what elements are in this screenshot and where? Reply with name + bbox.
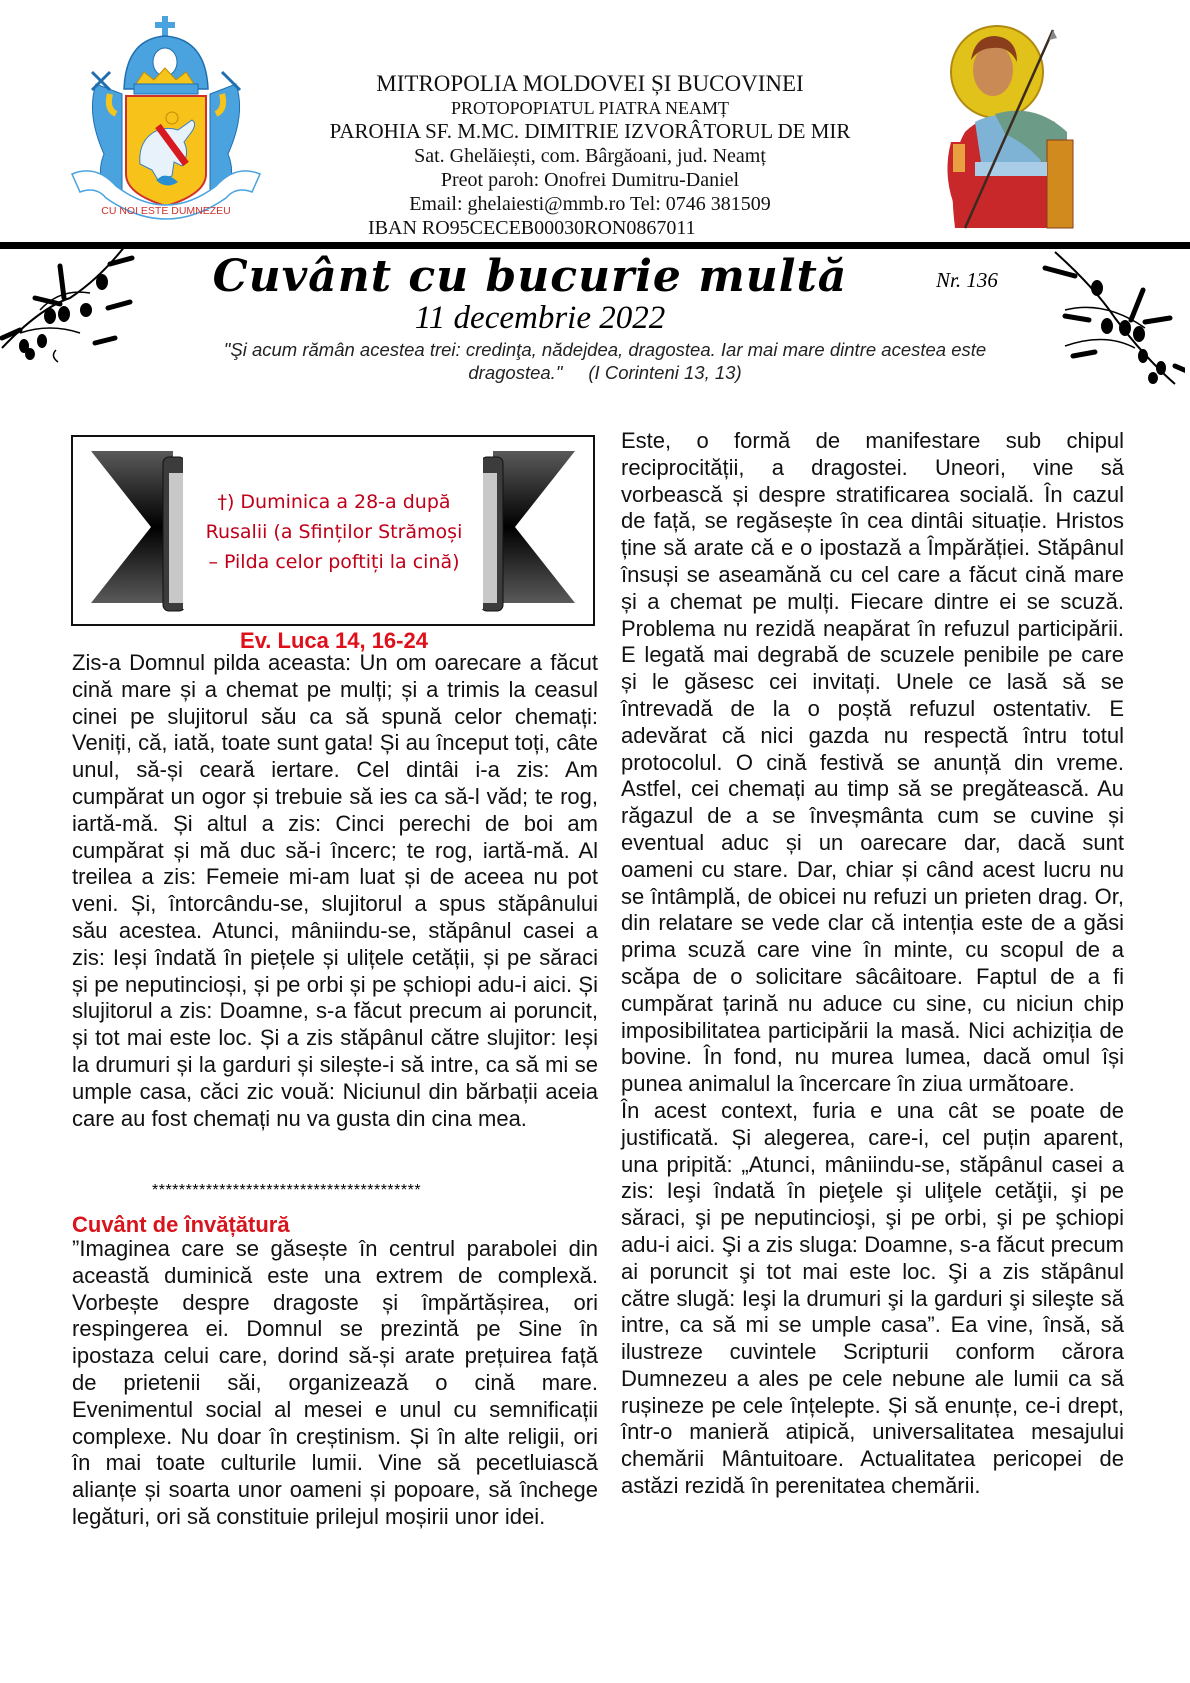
parish-name: PAROHIA SF. M.MC. DIMITRIE IZVORÂTORUL DE MIR: [329, 119, 851, 143]
motto-text: "Şi acum rămân acestea trei: credinţa, nădejdea, dragostea. Iar mai mare dintre acestea este dragostea.": [223, 339, 987, 383]
sermon-left-text: ”Imaginea care se găsește în centrul parabolei din această duminică este una extrem de complexă. Vorbește despre dragoste și împărtășirea, ori respingerea ei. Domnul se prezintă pe Sine în ipostaza celui care, dorind să-și arate prețuirea față de prietenii săi, organizează o cină mare. Evenimentul social al mesei e unul cu semnificații complexe. Nu doar în creștinism. Și în alte religii, ori în mai toate culturile lumii. Vine să pecetluiască alianțe și soarta unor oameni și popoare, să închege legături, ori să constituie prilejul moșirii unor idei.: [72, 1236, 598, 1529]
banner-line: †) Duminica a 28-a după: [217, 491, 451, 513]
metropolis-name: MITROPOLIA MOLDOVEI ȘI BUCOVINEI: [376, 71, 804, 96]
parish-priest: Preot paroh: Onofrei Dumitru-Daniel: [440, 169, 740, 191]
parish-contact: Email: ghelaiesti@mmb.ro Tel: 0746 381509: [409, 193, 771, 215]
newsletter-title: Cuvânt cu bucurie multă: [212, 251, 848, 302]
motto-reference: (I Corinteni 13, 13): [588, 362, 742, 383]
parish-iban: IBAN RO95CECEB00030RON0867011: [368, 217, 696, 239]
sermon-left-block: [72, 1236, 598, 1531]
protopopiat-name: PROTOPOPIATUL PIATRA NEAMȚ: [450, 98, 730, 118]
sermon-right-paragraph-2: În acest context, furia e una cât se poate de justificată. Și alegerea, care-i, cel puțin aparent, una pripită: „Atunci, mâniindu-se, stăpânul casei a zis: Ieşi îndată în pieţele şi uliţele cetăţii, şi pe săraci, şi pe neputincioşi, şi pe orbi, şi pe şchiopi adu-i aici. Şi a zis sluga: Doamne, s-a făcut precum ai poruncit şi tot mai este loc. Şi a zis stăpânul către slugă: Ieşi la drumuri şi la garduri şi sileşte să intre, ca să mi se umple casa”. Ea vine, însă, să ilustreze cuvintele Scripturii conform cărora Dumnezeu a ales pe cele nebune ale lumii ca să rușineze pe cele înțelepte. Și să enunțe, ce-i drept, într-o manieră atipică, universalitatea mesajului chemării Mântuitoare. Actualitatea pericopei de astăzi rezidă în perenitatea chemării.: [621, 1097, 1124, 1499]
banner-text: [186, 487, 482, 577]
parish-header: [300, 70, 880, 240]
parish-address: Sat. Ghelăiești, com. Bârgăoani, jud. Neamț: [414, 145, 766, 167]
gospel-text-block: [72, 650, 598, 1132]
crest-icon: [66, 14, 266, 236]
issue-number: Nr. 136: [936, 268, 998, 292]
section-separator: ****************************************: [152, 1182, 422, 1199]
olive-branch-icon: [0, 238, 140, 368]
metropolis-crest-logo: [66, 14, 266, 236]
issue-date: 11 decembrie 2022: [414, 300, 666, 336]
olive-branch-left-decoration: [0, 238, 140, 368]
crest-motto: CU NOI ESTE DUMNEZEU: [101, 205, 231, 217]
saint-icon: [935, 22, 1085, 234]
sermon-heading: Cuvânt de învățătură: [72, 1212, 290, 1237]
sunday-title-banner: [71, 435, 595, 626]
saint-dimitrie-icon-image: [935, 22, 1085, 234]
sermon-right-paragraph-1: Este, o formă de manifestare sub chipul reciprocității, a dragostei. Uneori, vine să vorbească și despre stratificarea socială. În cazul de față, se regăsește în cea dintâi situație. Hristos ține să arate că e o ipostază a Împărăției. Stăpânul însuși se aseamănă cu cel care a făcut cină mare și a chemat pe mulți. Fiecare dintre ei se scuză. Problema nu rezidă neapărat în refuzul participării. E legată mai degrabă de scuzele penibile pe care și le găsesc cei invitați. Unele ce lasă să se întrevadă de la o poștă refuzul ostentativ. E adevărat că nici gazda nu respectă întru totul protocolul. O cină festivă se anunță din vreme. Astfel, cei chemați au timp să se pregătească. Au răgazul de a se înveșmânta cum se cuvine și eventual aduc și un oarecare dar, dacă sunt oameni cu stare. Dar, chiar și când acest lucru nu se întâmplă, de obicei nu refuzi un prieten drag. Or, din relatare se vede clar că intenția este de a găsi prima scuză care vine în minte, cu scopul de a scăpa de o solicitare sâcâitoare. Faptul de a fi cumpărat țarină nu aduce cu sine, cu niciun chip imposibilitatea participării la masă. Nici achiziția de bovine. În fond, nu murea lumea, dacă omul își punea animalul la încercare în ziua următoare.: [621, 428, 1124, 1097]
banner-line: Rusalii (a Sfinților Strămoși: [205, 521, 463, 543]
olive-branch-right-decoration: [1035, 248, 1185, 388]
olive-branch-icon: [1035, 248, 1185, 388]
scripture-motto: [215, 338, 995, 384]
banner-line: – Pilda celor poftiți la cină): [208, 551, 460, 573]
sermon-right-block: [621, 428, 1124, 1500]
gospel-reference: Ev. Luca 14, 16-24: [240, 628, 428, 653]
gospel-text: Zis-a Domnul pilda aceasta: Un om oarecare a făcut cină mare și a chemat pe mulți; și a trimis la ceasul cinei pe slujitorul său ca să spună celor chemați: Veniți, că, iată, toate sunt gata! Și au început toți, câte unul, să-și ceară iertare. Cel dintâi i-a zis: Am cumpărat un ogor și trebuie să ies ca să-l văd; te rog, iartă-mă. Și altul a zis: Cinci perechi de boi am cumpărat și mă duc să-i încerc; te rog, iartă-mă. Al treilea a zis: Femeie mi-am luat și de aceea nu pot veni. Și, întorcându-se, slujitorul a spus stăpânului său acestea. Atunci, mâniindu-se, stăpânul casei a zis: Ieși îndată în piețele și ulițele cetății, și pe săraci și pe neputincioși, și pe orbi și pe șchiopi adu-i aici. Și slujitorul a zis: Doamne, s-a făcut precum ai poruncit, și tot mai este loc. Și a zis stăpânul către slujitor: Ieși la drumuri și la garduri și silește-i să intre, ca să mi se umple casa, căci zic vouă: Niciunul din bărbații aceia care au fost chemați nu va gusta din cina mea.: [72, 650, 598, 1131]
